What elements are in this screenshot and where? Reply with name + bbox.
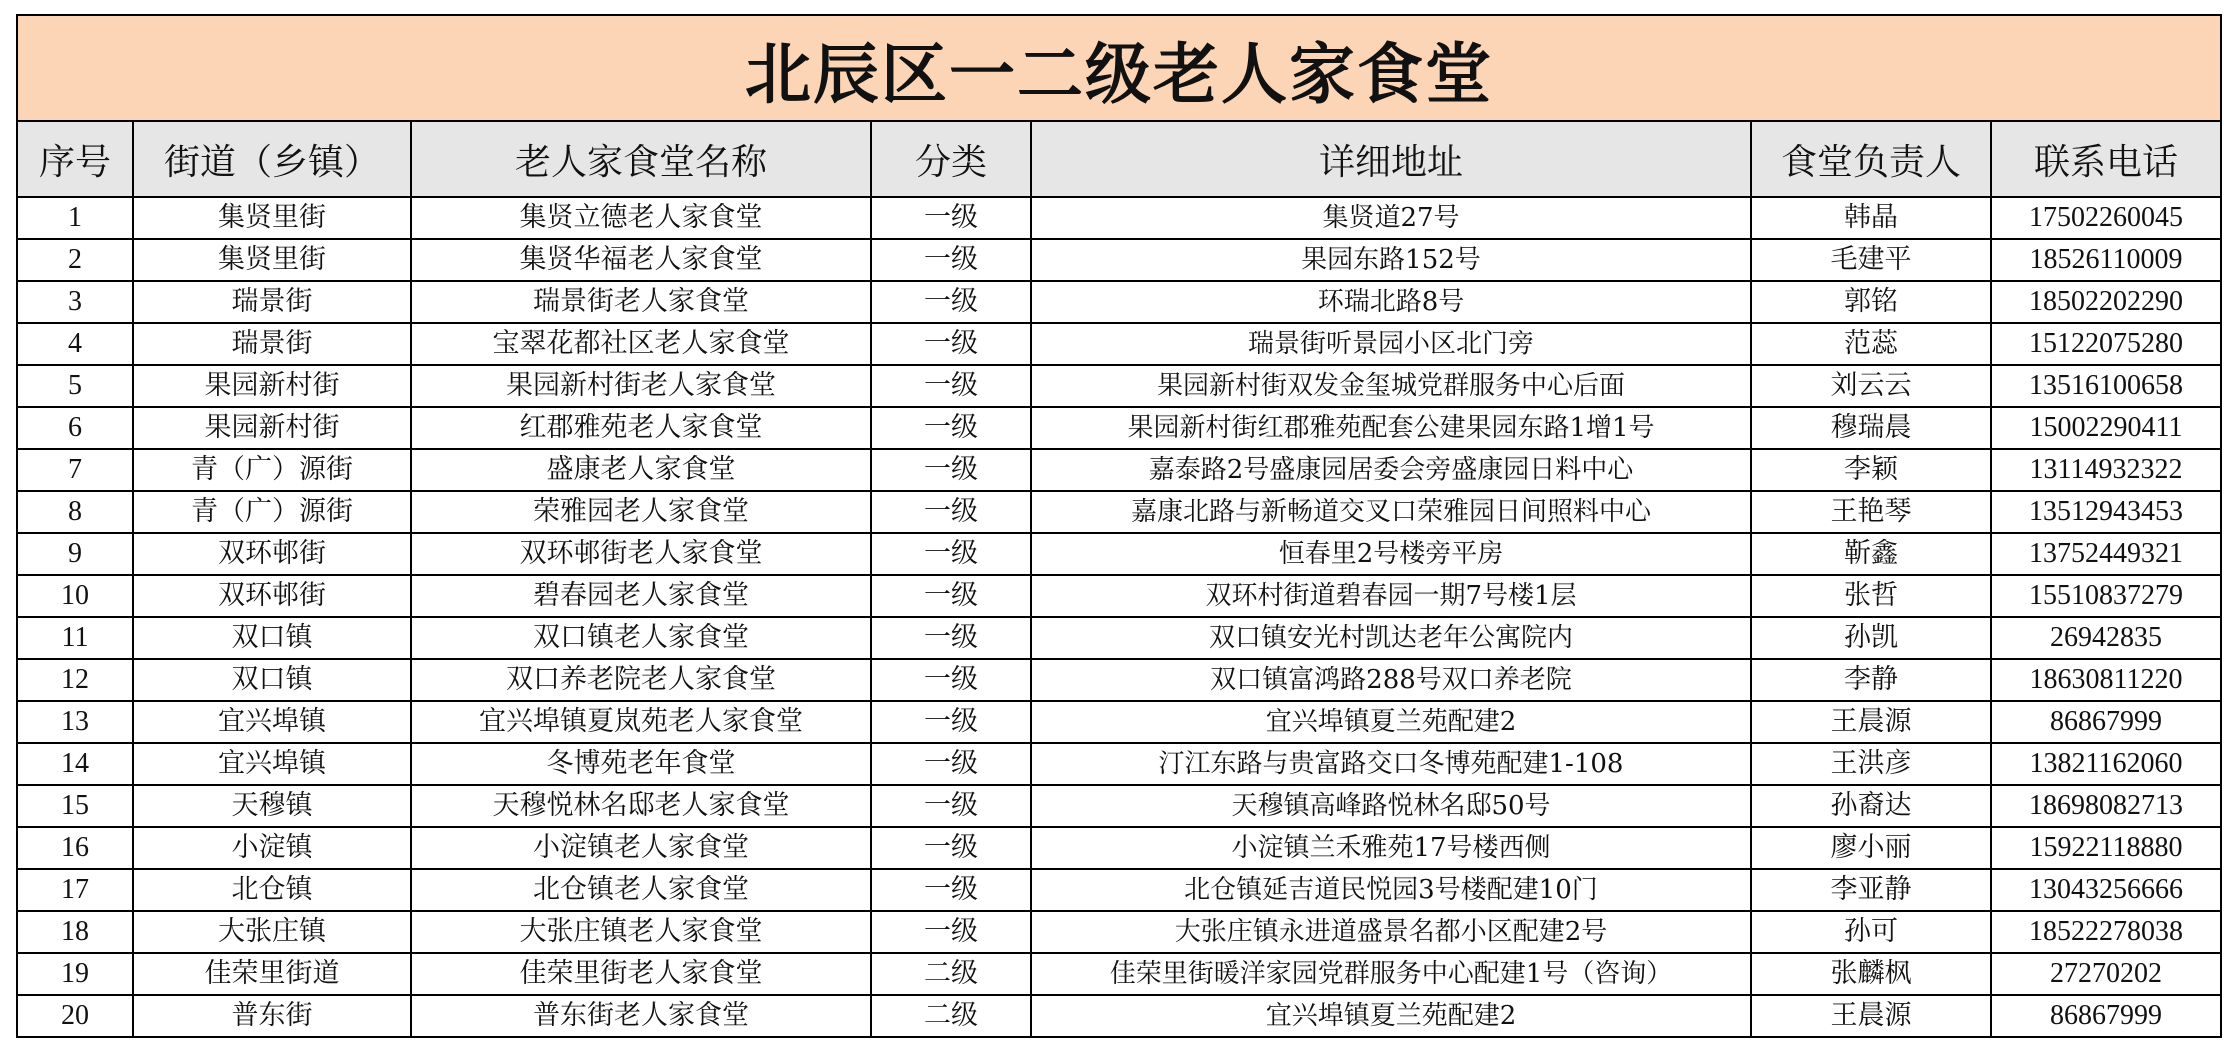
cell-address: 北仓镇延吉道民悦园3号楼配建10门 [1031, 869, 1751, 911]
cell-address: 宜兴埠镇夏兰苑配建2 [1031, 701, 1751, 743]
cell-manager: 李亚静 [1751, 869, 1991, 911]
cell-category: 一级 [871, 911, 1031, 953]
cell-manager: 郭铭 [1751, 281, 1991, 323]
cell-address: 双口镇安光村凯达老年公寓院内 [1031, 617, 1751, 659]
cell-category: 二级 [871, 995, 1031, 1037]
header-canteen-name: 老人家食堂名称 [411, 121, 871, 197]
canteen-spreadsheet [16, 14, 2220, 1038]
cell-street: 宜兴埠镇 [133, 743, 411, 785]
cell-phone: 86867999 [1991, 701, 2221, 743]
table-row [17, 575, 2221, 617]
cell-address: 小淀镇兰禾雅苑17号楼西侧 [1031, 827, 1751, 869]
cell-category: 一级 [871, 533, 1031, 575]
cell-index: 16 [17, 827, 133, 869]
cell-street: 小淀镇 [133, 827, 411, 869]
cell-category: 一级 [871, 239, 1031, 281]
cell-category: 一级 [871, 701, 1031, 743]
cell-street: 双环邨街 [133, 533, 411, 575]
cell-index: 5 [17, 365, 133, 407]
cell-canteen-name: 瑞景街老人家食堂 [411, 281, 871, 323]
cell-category: 一级 [871, 827, 1031, 869]
header-row [17, 121, 2221, 197]
table-row [17, 407, 2221, 449]
cell-canteen-name: 集贤华福老人家食堂 [411, 239, 871, 281]
cell-manager: 王艳琴 [1751, 491, 1991, 533]
cell-address: 宜兴埠镇夏兰苑配建2 [1031, 995, 1751, 1037]
cell-category: 一级 [871, 869, 1031, 911]
cell-phone: 13512943453 [1991, 491, 2221, 533]
cell-index: 8 [17, 491, 133, 533]
cell-canteen-name: 宜兴埠镇夏岚苑老人家食堂 [411, 701, 871, 743]
table-row [17, 911, 2221, 953]
cell-manager: 范蕊 [1751, 323, 1991, 365]
cell-index: 9 [17, 533, 133, 575]
table-title: 北辰区一二级老人家食堂 [17, 15, 2221, 121]
cell-index: 3 [17, 281, 133, 323]
cell-address: 恒春里2号楼旁平房 [1031, 533, 1751, 575]
cell-street: 瑞景街 [133, 281, 411, 323]
cell-phone: 13114932322 [1991, 449, 2221, 491]
cell-index: 12 [17, 659, 133, 701]
cell-phone: 15922118880 [1991, 827, 2221, 869]
cell-street: 瑞景街 [133, 323, 411, 365]
cell-street: 青（广）源街 [133, 491, 411, 533]
cell-index: 19 [17, 953, 133, 995]
table-row [17, 239, 2221, 281]
cell-address: 嘉康北路与新畅道交叉口荣雅园日间照料中心 [1031, 491, 1751, 533]
cell-canteen-name: 集贤立德老人家食堂 [411, 197, 871, 239]
table-body [17, 197, 2221, 1037]
cell-canteen-name: 红郡雅苑老人家食堂 [411, 407, 871, 449]
cell-phone: 13752449321 [1991, 533, 2221, 575]
cell-manager: 王晨源 [1751, 995, 1991, 1037]
cell-canteen-name: 双环邨街老人家食堂 [411, 533, 871, 575]
cell-index: 13 [17, 701, 133, 743]
canteen-table [16, 14, 2222, 1038]
cell-canteen-name: 天穆悦林名邸老人家食堂 [411, 785, 871, 827]
table-row [17, 281, 2221, 323]
cell-street: 佳荣里街道 [133, 953, 411, 995]
cell-category: 一级 [871, 617, 1031, 659]
cell-street: 青（广）源街 [133, 449, 411, 491]
cell-manager: 李颖 [1751, 449, 1991, 491]
cell-phone: 18526110009 [1991, 239, 2221, 281]
cell-phone: 13821162060 [1991, 743, 2221, 785]
cell-address: 双口镇富鸿路288号双口养老院 [1031, 659, 1751, 701]
cell-phone: 18698082713 [1991, 785, 2221, 827]
cell-category: 一级 [871, 197, 1031, 239]
cell-canteen-name: 宝翠花都社区老人家食堂 [411, 323, 871, 365]
cell-manager: 张麟枫 [1751, 953, 1991, 995]
cell-address: 汀江东路与贵富路交口冬博苑配建1-108 [1031, 743, 1751, 785]
cell-address: 大张庄镇永进道盛景名都小区配建2号 [1031, 911, 1751, 953]
cell-category: 一级 [871, 491, 1031, 533]
cell-canteen-name: 碧春园老人家食堂 [411, 575, 871, 617]
cell-street: 北仓镇 [133, 869, 411, 911]
cell-address: 果园新村街红郡雅苑配套公建果园东路1增1号 [1031, 407, 1751, 449]
header-index: 序号 [17, 121, 133, 197]
cell-manager: 廖小丽 [1751, 827, 1991, 869]
cell-manager: 王晨源 [1751, 701, 1991, 743]
cell-category: 一级 [871, 575, 1031, 617]
cell-index: 18 [17, 911, 133, 953]
cell-index: 15 [17, 785, 133, 827]
cell-index: 14 [17, 743, 133, 785]
cell-canteen-name: 冬博苑老年食堂 [411, 743, 871, 785]
cell-index: 1 [17, 197, 133, 239]
table-row [17, 491, 2221, 533]
cell-manager: 张哲 [1751, 575, 1991, 617]
cell-index: 7 [17, 449, 133, 491]
table-row [17, 449, 2221, 491]
cell-address: 嘉泰路2号盛康园居委会旁盛康园日料中心 [1031, 449, 1751, 491]
cell-category: 一级 [871, 281, 1031, 323]
cell-canteen-name: 果园新村街老人家食堂 [411, 365, 871, 407]
cell-canteen-name: 大张庄镇老人家食堂 [411, 911, 871, 953]
cell-street: 集贤里街 [133, 197, 411, 239]
cell-index: 10 [17, 575, 133, 617]
cell-canteen-name: 普东街老人家食堂 [411, 995, 871, 1037]
cell-index: 11 [17, 617, 133, 659]
cell-phone: 26942835 [1991, 617, 2221, 659]
cell-index: 4 [17, 323, 133, 365]
cell-address: 天穆镇高峰路悦林名邸50号 [1031, 785, 1751, 827]
cell-index: 20 [17, 995, 133, 1037]
cell-address: 双环村街道碧春园一期7号楼1层 [1031, 575, 1751, 617]
cell-street: 双环邨街 [133, 575, 411, 617]
cell-phone: 13516100658 [1991, 365, 2221, 407]
cell-street: 果园新村街 [133, 407, 411, 449]
header-address: 详细地址 [1031, 121, 1751, 197]
cell-address: 佳荣里街暖洋家园党群服务中心配建1号（咨询） [1031, 953, 1751, 995]
header-manager: 食堂负责人 [1751, 121, 1991, 197]
table-row [17, 533, 2221, 575]
cell-category: 一级 [871, 365, 1031, 407]
cell-street: 大张庄镇 [133, 911, 411, 953]
cell-phone: 18502202290 [1991, 281, 2221, 323]
cell-index: 17 [17, 869, 133, 911]
cell-phone: 27270202 [1991, 953, 2221, 995]
cell-address: 果园新村街双发金玺城党群服务中心后面 [1031, 365, 1751, 407]
cell-category: 一级 [871, 449, 1031, 491]
cell-category: 一级 [871, 785, 1031, 827]
cell-phone: 17502260045 [1991, 197, 2221, 239]
cell-address: 瑞景街听景园小区北门旁 [1031, 323, 1751, 365]
table-row [17, 197, 2221, 239]
table-row [17, 365, 2221, 407]
cell-phone: 13043256666 [1991, 869, 2221, 911]
cell-street: 双口镇 [133, 659, 411, 701]
cell-street: 天穆镇 [133, 785, 411, 827]
table-row [17, 995, 2221, 1037]
cell-category: 一级 [871, 743, 1031, 785]
cell-canteen-name: 小淀镇老人家食堂 [411, 827, 871, 869]
cell-phone: 18522278038 [1991, 911, 2221, 953]
table-row [17, 827, 2221, 869]
cell-street: 果园新村街 [133, 365, 411, 407]
cell-manager: 刘云云 [1751, 365, 1991, 407]
header-category: 分类 [871, 121, 1031, 197]
cell-phone: 15122075280 [1991, 323, 2221, 365]
table-row [17, 743, 2221, 785]
header-phone: 联系电话 [1991, 121, 2221, 197]
cell-category: 一级 [871, 323, 1031, 365]
cell-index: 2 [17, 239, 133, 281]
cell-manager: 毛建平 [1751, 239, 1991, 281]
cell-manager: 王洪彦 [1751, 743, 1991, 785]
cell-manager: 孙凯 [1751, 617, 1991, 659]
table-row [17, 617, 2221, 659]
cell-category: 一级 [871, 407, 1031, 449]
cell-street: 双口镇 [133, 617, 411, 659]
cell-category: 二级 [871, 953, 1031, 995]
table-row [17, 323, 2221, 365]
cell-category: 一级 [871, 659, 1031, 701]
table-row [17, 869, 2221, 911]
cell-manager: 靳鑫 [1751, 533, 1991, 575]
header-street: 街道（乡镇） [133, 121, 411, 197]
cell-manager: 李静 [1751, 659, 1991, 701]
cell-phone: 86867999 [1991, 995, 2221, 1037]
table-row [17, 701, 2221, 743]
cell-canteen-name: 双口镇老人家食堂 [411, 617, 871, 659]
cell-canteen-name: 佳荣里街老人家食堂 [411, 953, 871, 995]
cell-canteen-name: 双口养老院老人家食堂 [411, 659, 871, 701]
table-row [17, 785, 2221, 827]
cell-manager: 孙裔达 [1751, 785, 1991, 827]
cell-street: 集贤里街 [133, 239, 411, 281]
cell-street: 普东街 [133, 995, 411, 1037]
cell-address: 集贤道27号 [1031, 197, 1751, 239]
cell-phone: 15002290411 [1991, 407, 2221, 449]
cell-index: 6 [17, 407, 133, 449]
table-row [17, 953, 2221, 995]
cell-manager: 穆瑞晨 [1751, 407, 1991, 449]
cell-canteen-name: 盛康老人家食堂 [411, 449, 871, 491]
cell-manager: 韩晶 [1751, 197, 1991, 239]
cell-street: 宜兴埠镇 [133, 701, 411, 743]
cell-manager: 孙可 [1751, 911, 1991, 953]
cell-phone: 15510837279 [1991, 575, 2221, 617]
table-row [17, 659, 2221, 701]
cell-address: 果园东路152号 [1031, 239, 1751, 281]
cell-phone: 18630811220 [1991, 659, 2221, 701]
cell-canteen-name: 北仓镇老人家食堂 [411, 869, 871, 911]
cell-address: 环瑞北路8号 [1031, 281, 1751, 323]
cell-canteen-name: 荣雅园老人家食堂 [411, 491, 871, 533]
